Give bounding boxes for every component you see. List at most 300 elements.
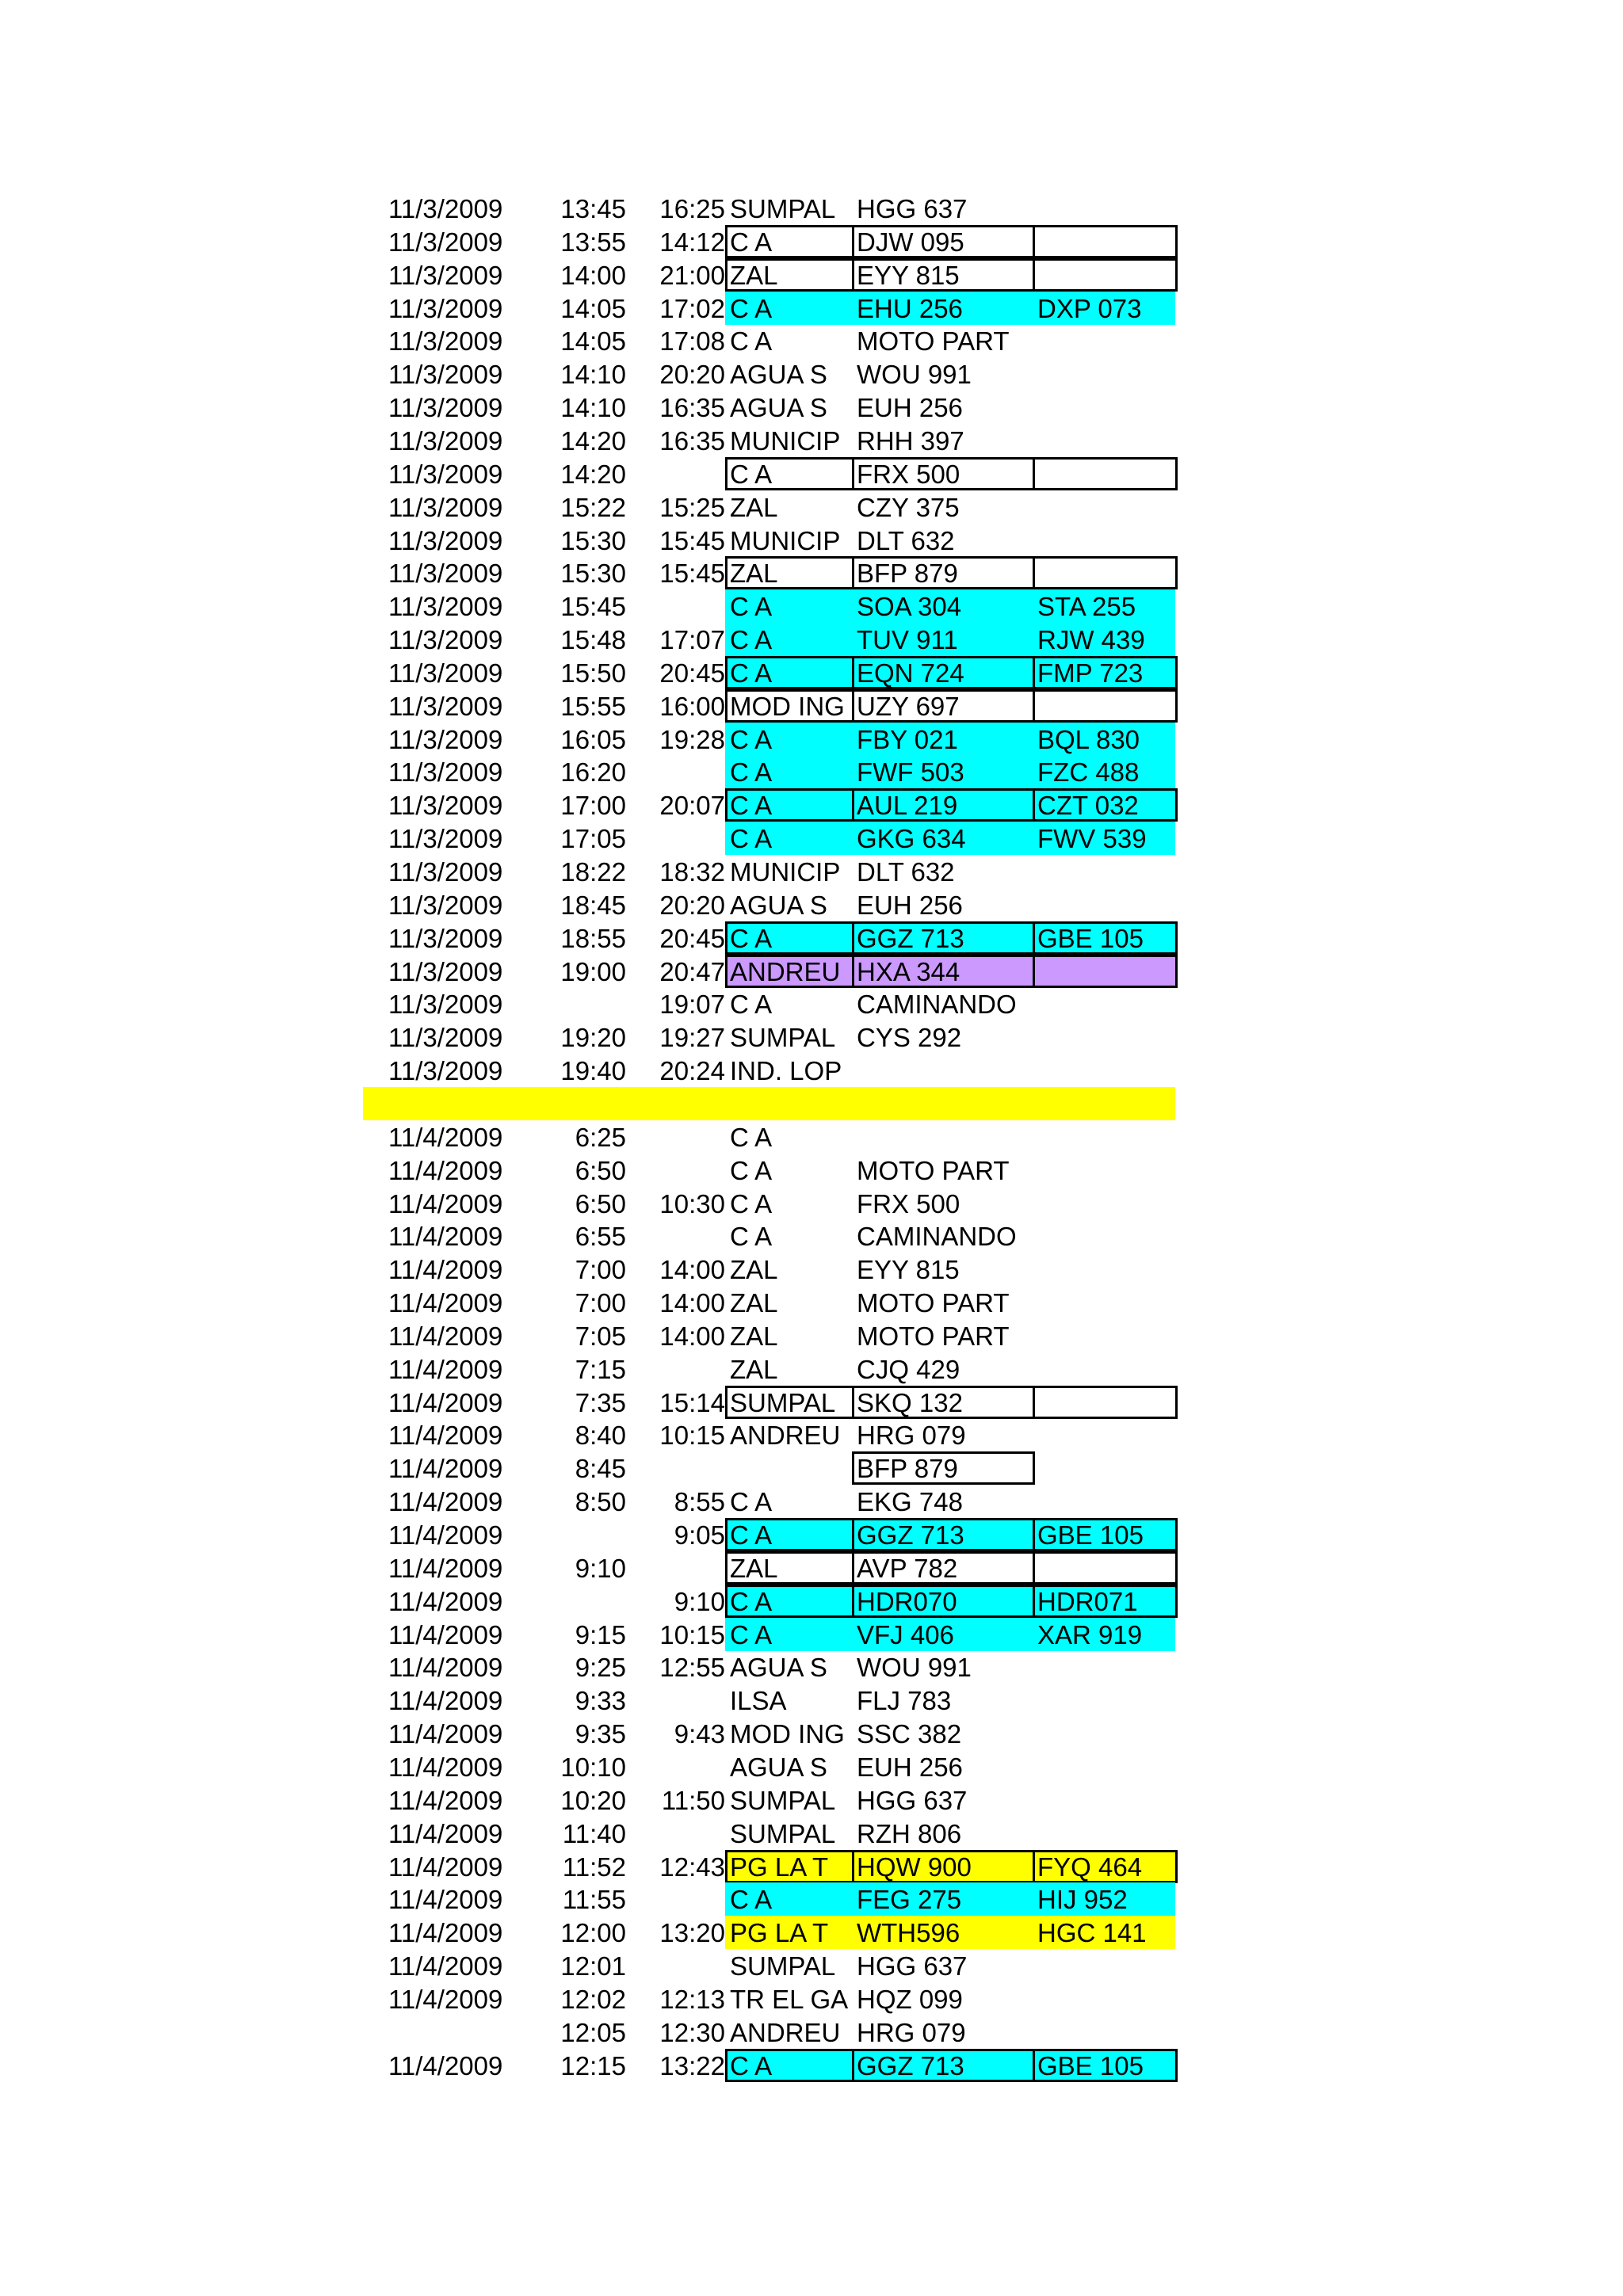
time-in-cell: 19:20 xyxy=(560,1023,626,1053)
time-out-cell xyxy=(634,1154,725,1187)
location-cell: C A xyxy=(725,1618,852,1651)
second-plate-cell xyxy=(1033,1154,1175,1187)
table-row xyxy=(0,391,1623,424)
time-in-cell: 14:20 xyxy=(560,459,626,489)
date-cell: 11/4/2009 xyxy=(388,1785,503,1815)
second-plate-cell xyxy=(1033,490,1175,524)
date-cell: 11/3/2009 xyxy=(388,1023,503,1053)
table-row xyxy=(0,822,1623,855)
date-cell: 11/3/2009 xyxy=(388,592,503,622)
time-out-cell: 16:35 xyxy=(659,393,725,423)
time-in-cell: 12:02 xyxy=(560,1984,626,2014)
time-out-cell: 15:14 xyxy=(659,1387,725,1417)
location-cell: C A xyxy=(725,1518,852,1551)
second-plate-cell xyxy=(1033,1783,1175,1817)
date-cell: 11/3/2009 xyxy=(388,990,503,1020)
table-row xyxy=(0,258,1623,292)
plate-cell: HQZ 099 xyxy=(857,1984,963,2014)
time-in-cell: 11:55 xyxy=(562,1885,626,1915)
plate-cell: FRX 500 xyxy=(857,1188,960,1219)
second-plate-cell xyxy=(1033,1187,1175,1220)
time-out-cell: 16:25 xyxy=(659,194,725,223)
table-row xyxy=(0,1154,1623,1187)
second-plate-cell xyxy=(1033,424,1175,457)
second-plate-cell xyxy=(1033,855,1175,888)
table-row xyxy=(0,324,1623,357)
date-cell: 11/3/2009 xyxy=(388,326,503,357)
time-out-cell: 12:30 xyxy=(659,2017,725,2047)
date-cell xyxy=(388,2016,531,2049)
table-row xyxy=(0,1949,1623,1982)
date-cell: 11/4/2009 xyxy=(388,1520,503,1550)
time-in-cell: 14:05 xyxy=(560,293,626,323)
table-row xyxy=(0,1650,1623,1684)
second-plate-cell xyxy=(1033,556,1175,589)
date-cell: 11/4/2009 xyxy=(388,1354,503,1384)
location-cell: MUNICIP xyxy=(730,525,841,555)
table-row xyxy=(0,855,1623,888)
second-plate-cell xyxy=(1033,1253,1175,1286)
second-plate-cell xyxy=(1033,225,1175,258)
plate-cell: VFJ 406 xyxy=(852,1618,1033,1651)
plate-cell: AUL 219 xyxy=(852,788,1033,822)
time-in-cell: 15:48 xyxy=(560,625,626,655)
time-out-cell: 19:07 xyxy=(659,990,725,1020)
time-in-cell: 18:22 xyxy=(560,857,626,887)
date-cell: 11/4/2009 xyxy=(388,1752,503,1782)
plate-cell: EQN 724 xyxy=(852,656,1033,689)
table-row xyxy=(0,1618,1623,1651)
time-in-cell: 8:50 xyxy=(575,1487,626,1517)
time-in-cell: 11:40 xyxy=(562,1818,626,1848)
table-row xyxy=(0,1054,1623,1087)
date-cell: 11/4/2009 xyxy=(388,1387,503,1417)
time-in-cell: 15:55 xyxy=(560,691,626,721)
plate-cell: DJW 095 xyxy=(857,227,964,257)
location-cell: C A xyxy=(730,990,773,1020)
date-cell: 11/4/2009 xyxy=(388,1885,503,1915)
location-cell: ZAL xyxy=(730,1354,778,1384)
second-plate-cell xyxy=(1033,1219,1175,1253)
table-row xyxy=(0,1319,1623,1352)
time-in-cell: 15:50 xyxy=(560,658,626,688)
second-plate-cell xyxy=(1033,689,1175,723)
time-in-cell: 14:05 xyxy=(560,326,626,357)
time-in-cell: 9:15 xyxy=(575,1619,626,1650)
time-out-cell xyxy=(634,1949,725,1982)
plate-cell: EHU 256 xyxy=(852,292,1033,325)
table-row xyxy=(0,1717,1623,1750)
table-row xyxy=(0,556,1623,589)
location-cell: PG LA T xyxy=(725,1850,852,1883)
time-in-cell: 7:00 xyxy=(575,1288,626,1318)
time-in-cell: 13:55 xyxy=(560,227,626,257)
plate-cell: SKQ 132 xyxy=(857,1387,963,1417)
time-out-cell: 18:32 xyxy=(659,857,725,887)
plate-cell: FRX 500 xyxy=(857,459,960,489)
second-plate-cell xyxy=(1033,1286,1175,1319)
time-out-cell: 9:10 xyxy=(674,1586,725,1616)
date-cell: 11/3/2009 xyxy=(388,525,503,555)
location-cell: ZAL xyxy=(730,492,778,522)
plate-cell xyxy=(852,1120,1033,1154)
date-cell: 11/3/2009 xyxy=(388,459,503,489)
table-row xyxy=(0,1518,1623,1551)
date-cell: 11/4/2009 xyxy=(388,1421,503,1451)
location-cell: ZAL xyxy=(730,559,778,589)
time-out-cell: 14:00 xyxy=(659,1321,725,1351)
time-in-cell xyxy=(547,1585,626,1618)
time-out-cell xyxy=(634,1219,725,1253)
time-out-cell: 8:55 xyxy=(674,1487,725,1517)
table-row xyxy=(0,788,1623,822)
plate-cell: MOTO PART xyxy=(857,1321,1010,1351)
time-in-cell: 19:40 xyxy=(560,1056,626,1086)
second-plate-cell xyxy=(1033,1386,1175,1419)
second-plate-cell: BQL 830 xyxy=(1033,723,1175,756)
table-row xyxy=(0,589,1623,623)
time-out-cell: 10:15 xyxy=(659,1619,725,1650)
time-out-cell: 15:45 xyxy=(659,559,725,589)
time-in-cell: 16:20 xyxy=(560,757,626,788)
date-cell: 11/4/2009 xyxy=(388,1619,503,1650)
location-cell: ANDREU xyxy=(730,2017,841,2047)
table-row xyxy=(0,689,1623,723)
time-in-cell: 7:05 xyxy=(575,1321,626,1351)
date-cell: 11/4/2009 xyxy=(388,2050,503,2081)
separator-highlight xyxy=(363,1087,1175,1120)
date-cell: 11/3/2009 xyxy=(388,227,503,257)
second-plate-cell xyxy=(1033,357,1175,391)
location-cell: TR EL GA xyxy=(730,1984,849,2014)
second-plate-cell xyxy=(1033,1817,1175,1850)
table-row xyxy=(0,1187,1623,1220)
time-in-cell: 12:01 xyxy=(560,1951,626,1981)
time-out-cell xyxy=(634,755,725,788)
second-plate-cell xyxy=(1033,391,1175,424)
time-out-cell: 17:07 xyxy=(659,625,725,655)
plate-cell: AVP 782 xyxy=(857,1553,958,1583)
time-out-cell: 13:20 xyxy=(659,1918,725,1948)
time-out-cell: 12:43 xyxy=(659,1852,725,1882)
location-cell: C A xyxy=(730,1222,773,1252)
date-cell: 11/3/2009 xyxy=(388,559,503,589)
date-cell: 11/4/2009 xyxy=(388,1321,503,1351)
second-plate-cell: STA 255 xyxy=(1033,589,1175,623)
date-cell: 11/4/2009 xyxy=(388,1719,503,1749)
location-cell: C A xyxy=(725,292,852,325)
time-in-cell: 17:00 xyxy=(560,791,626,821)
second-plate-cell xyxy=(1033,955,1175,988)
second-plate-cell xyxy=(1033,1551,1175,1585)
second-plate-cell xyxy=(1033,457,1175,490)
location-cell: C A xyxy=(730,227,773,257)
plate-cell: CJQ 429 xyxy=(857,1354,960,1384)
time-out-cell: 14:12 xyxy=(659,227,725,257)
second-plate-cell xyxy=(1033,1750,1175,1783)
time-out-cell xyxy=(634,1120,725,1154)
plate-cell: FEG 275 xyxy=(852,1882,1033,1916)
second-plate-cell xyxy=(1033,524,1175,557)
location-cell: C A xyxy=(725,921,852,955)
time-out-cell: 14:00 xyxy=(659,1288,725,1318)
second-plate-cell xyxy=(1033,1319,1175,1352)
plate-cell: GGZ 713 xyxy=(852,1518,1033,1551)
second-plate-cell: GBE 105 xyxy=(1033,921,1175,955)
second-plate-cell xyxy=(1033,258,1175,292)
plate-cell: SOA 304 xyxy=(852,589,1033,623)
plate-cell: MOTO PART xyxy=(857,1288,1010,1318)
location-cell: C A xyxy=(730,1487,773,1517)
second-plate-cell: XAR 919 xyxy=(1033,1618,1175,1651)
time-out-cell: 10:30 xyxy=(659,1188,725,1219)
plate-cell: HGG 637 xyxy=(857,1785,968,1815)
second-plate-cell xyxy=(1033,1949,1175,1982)
table-row xyxy=(0,1684,1623,1717)
location-cell: C A xyxy=(725,2049,852,2082)
table-row xyxy=(0,292,1623,325)
time-out-cell: 9:05 xyxy=(674,1520,725,1550)
second-plate-cell: HGC 141 xyxy=(1033,1916,1175,1949)
time-in-cell: 10:20 xyxy=(560,1785,626,1815)
time-in-cell: 13:45 xyxy=(560,194,626,223)
second-plate-cell xyxy=(1033,888,1175,921)
table-row xyxy=(0,1817,1623,1850)
second-plate-cell xyxy=(1033,1451,1175,1485)
date-cell: 11/3/2009 xyxy=(388,791,503,821)
plate-cell: HRG 079 xyxy=(857,2017,966,2047)
time-out-cell xyxy=(634,1551,725,1585)
time-in-cell: 10:10 xyxy=(560,1752,626,1782)
time-out-cell: 20:47 xyxy=(659,956,725,986)
location-cell: C A xyxy=(730,1155,773,1185)
table-row xyxy=(0,921,1623,955)
location-cell: C A xyxy=(730,1122,773,1152)
second-plate-cell xyxy=(1033,1418,1175,1451)
second-plate-cell xyxy=(1033,1717,1175,1750)
time-in-cell: 15:30 xyxy=(560,525,626,555)
plate-cell: HXA 344 xyxy=(852,955,1033,988)
location-cell: C A xyxy=(725,788,852,822)
location-cell: ZAL xyxy=(730,1553,778,1583)
plate-cell: FBY 021 xyxy=(852,723,1033,756)
plate-cell: WTH596 xyxy=(852,1916,1033,1949)
time-in-cell: 6:25 xyxy=(575,1122,626,1152)
location-cell: C A xyxy=(725,1882,852,1916)
plate-cell: WOU 991 xyxy=(857,360,972,390)
location-cell: C A xyxy=(730,326,773,357)
table-row xyxy=(0,2049,1623,2082)
time-in-cell xyxy=(547,1518,626,1551)
location-cell: PG LA T xyxy=(725,1916,852,1949)
location-cell: C A xyxy=(725,589,852,623)
time-in-cell: 14:20 xyxy=(560,425,626,456)
time-in-cell: 14:10 xyxy=(560,393,626,423)
table-row xyxy=(0,1286,1623,1319)
time-in-cell: 6:50 xyxy=(575,1155,626,1185)
date-cell: 11/4/2009 xyxy=(388,1155,503,1185)
second-plate-cell: CZT 032 xyxy=(1033,788,1175,822)
location-cell: C A xyxy=(730,1188,773,1219)
location-cell: AGUA S xyxy=(730,393,827,423)
time-in-cell: 11:52 xyxy=(562,1852,626,1882)
plate-cell: EUH 256 xyxy=(857,1752,963,1782)
location-cell: AGUA S xyxy=(730,360,827,390)
time-in-cell: 9:35 xyxy=(575,1719,626,1749)
table-row xyxy=(0,1850,1623,1883)
location-cell: ANDREU xyxy=(730,1421,841,1451)
second-plate-cell: GBE 105 xyxy=(1033,2049,1175,2082)
plate-cell: MOTO PART xyxy=(857,326,1010,357)
date-cell: 11/4/2009 xyxy=(388,1288,503,1318)
plate-cell: FLJ 783 xyxy=(857,1686,952,1716)
time-out-cell: 11:50 xyxy=(661,1785,725,1815)
time-in-cell: 6:50 xyxy=(575,1188,626,1219)
table-row xyxy=(0,1750,1623,1783)
time-in-cell: 14:00 xyxy=(560,260,626,290)
table-row xyxy=(0,490,1623,524)
date-cell: 11/3/2009 xyxy=(388,757,503,788)
time-out-cell: 17:02 xyxy=(659,293,725,323)
time-out-cell: 20:45 xyxy=(659,923,725,953)
date-cell: 11/4/2009 xyxy=(388,1686,503,1716)
table-row xyxy=(0,1386,1623,1419)
date-cell: 11/3/2009 xyxy=(388,1056,503,1086)
time-out-cell: 13:22 xyxy=(659,2050,725,2081)
location-cell: C A xyxy=(725,755,852,788)
plate-cell: EYY 815 xyxy=(857,260,960,290)
time-in-cell: 6:55 xyxy=(575,1222,626,1252)
time-out-cell xyxy=(634,1352,725,1386)
date-cell: 11/3/2009 xyxy=(388,890,503,920)
second-plate-cell: FZC 488 xyxy=(1033,755,1175,788)
time-out-cell: 21:00 xyxy=(659,260,725,290)
second-plate-cell: DXP 073 xyxy=(1033,292,1175,325)
date-cell: 11/3/2009 xyxy=(388,425,503,456)
table-row xyxy=(0,192,1623,225)
time-out-cell: 10:15 xyxy=(659,1421,725,1451)
table-row xyxy=(0,524,1623,557)
time-in-cell: 8:45 xyxy=(575,1454,626,1484)
location-cell: ZAL xyxy=(730,1255,778,1285)
plate-cell: BFP 879 xyxy=(857,559,958,589)
time-out-cell: 12:55 xyxy=(659,1653,725,1683)
time-in-cell: 18:45 xyxy=(560,890,626,920)
location-cell: SUMPAL xyxy=(730,1785,836,1815)
plate-cell: EUH 256 xyxy=(857,890,963,920)
time-out-cell: 14:00 xyxy=(659,1255,725,1285)
time-out-cell: 16:35 xyxy=(659,425,725,456)
location-cell: SUMPAL xyxy=(730,1023,836,1053)
date-cell: 11/3/2009 xyxy=(388,857,503,887)
location-cell: C A xyxy=(725,623,852,656)
second-plate-cell xyxy=(1033,1120,1175,1154)
second-plate-cell xyxy=(1033,1352,1175,1386)
time-in-cell: 7:00 xyxy=(575,1255,626,1285)
location-cell: IND. LOP xyxy=(730,1056,842,1086)
plate-cell: EUH 256 xyxy=(857,393,963,423)
plate-cell: RZH 806 xyxy=(857,1818,962,1848)
time-out-cell: 19:28 xyxy=(659,724,725,754)
location-cell: MOD ING xyxy=(730,691,845,721)
location-cell: ZAL xyxy=(730,1288,778,1318)
table-row xyxy=(0,987,1623,1020)
table-row xyxy=(0,1120,1623,1154)
date-cell: 11/3/2009 xyxy=(388,625,503,655)
plate-cell xyxy=(852,1054,1033,1087)
time-out-cell: 15:45 xyxy=(659,525,725,555)
plate-cell: CAMINANDO xyxy=(857,990,1017,1020)
location-cell: C A xyxy=(730,459,773,489)
date-cell: 11/4/2009 xyxy=(388,1222,503,1252)
date-cell: 11/4/2009 xyxy=(388,1918,503,1948)
time-in-cell: 18:55 xyxy=(560,923,626,953)
time-out-cell: 20:20 xyxy=(659,360,725,390)
time-out-cell xyxy=(634,822,725,855)
location-cell: ANDREU xyxy=(725,955,852,988)
date-cell: 11/3/2009 xyxy=(388,824,503,854)
date-cell: 11/3/2009 xyxy=(388,260,503,290)
plate-cell: GGZ 713 xyxy=(852,921,1033,955)
date-cell: 11/3/2009 xyxy=(388,956,503,986)
location-cell: MUNICIP xyxy=(730,857,841,887)
location-cell: SUMPAL xyxy=(730,1818,836,1848)
table-row xyxy=(0,1551,1623,1585)
time-out-cell xyxy=(634,1684,725,1717)
second-plate-cell xyxy=(1033,987,1175,1020)
plate-cell: BFP 879 xyxy=(857,1454,958,1484)
location-cell: AGUA S xyxy=(730,890,827,920)
table-row xyxy=(0,1783,1623,1817)
location-cell: MOD ING xyxy=(730,1719,845,1749)
second-plate-cell xyxy=(1033,1020,1175,1054)
location-cell: SUMPAL xyxy=(730,1387,836,1417)
time-out-cell: 12:13 xyxy=(659,1984,725,2014)
plate-cell: GKG 634 xyxy=(852,822,1033,855)
plate-cell: TUV 911 xyxy=(852,623,1033,656)
date-cell: 11/4/2009 xyxy=(388,1653,503,1683)
location-cell: SUMPAL xyxy=(730,194,836,223)
date-cell: 11/3/2009 xyxy=(388,360,503,390)
date-cell: 11/3/2009 xyxy=(388,293,503,323)
location-cell: AGUA S xyxy=(730,1752,827,1782)
date-cell: 11/4/2009 xyxy=(388,1586,503,1616)
time-in-cell: 9:10 xyxy=(575,1553,626,1583)
second-plate-cell: HIJ 952 xyxy=(1033,1882,1175,1916)
table-row xyxy=(0,2016,1623,2049)
plate-cell: HQW 900 xyxy=(852,1850,1033,1883)
table-row xyxy=(0,1418,1623,1451)
location-cell: ZAL xyxy=(730,260,778,290)
date-cell: 11/4/2009 xyxy=(388,1852,503,1882)
table-row xyxy=(0,1882,1623,1916)
location-cell: MUNICIP xyxy=(730,425,841,456)
second-plate-cell xyxy=(1033,1054,1175,1087)
time-out-cell xyxy=(634,457,725,490)
table-row xyxy=(0,623,1623,656)
location-cell: C A xyxy=(725,822,852,855)
second-plate-cell xyxy=(1033,192,1175,225)
plate-cell: UZY 697 xyxy=(857,691,960,721)
time-in-cell: 12:15 xyxy=(560,2050,626,2081)
date-cell: 11/4/2009 xyxy=(388,1951,503,1981)
time-in-cell: 16:05 xyxy=(560,724,626,754)
plate-cell: DLT 632 xyxy=(857,525,955,555)
time-out-cell xyxy=(634,1451,725,1485)
time-out-cell xyxy=(634,1817,725,1850)
plate-cell: HDR070 xyxy=(852,1585,1033,1618)
plate-cell: HRG 079 xyxy=(857,1421,966,1451)
